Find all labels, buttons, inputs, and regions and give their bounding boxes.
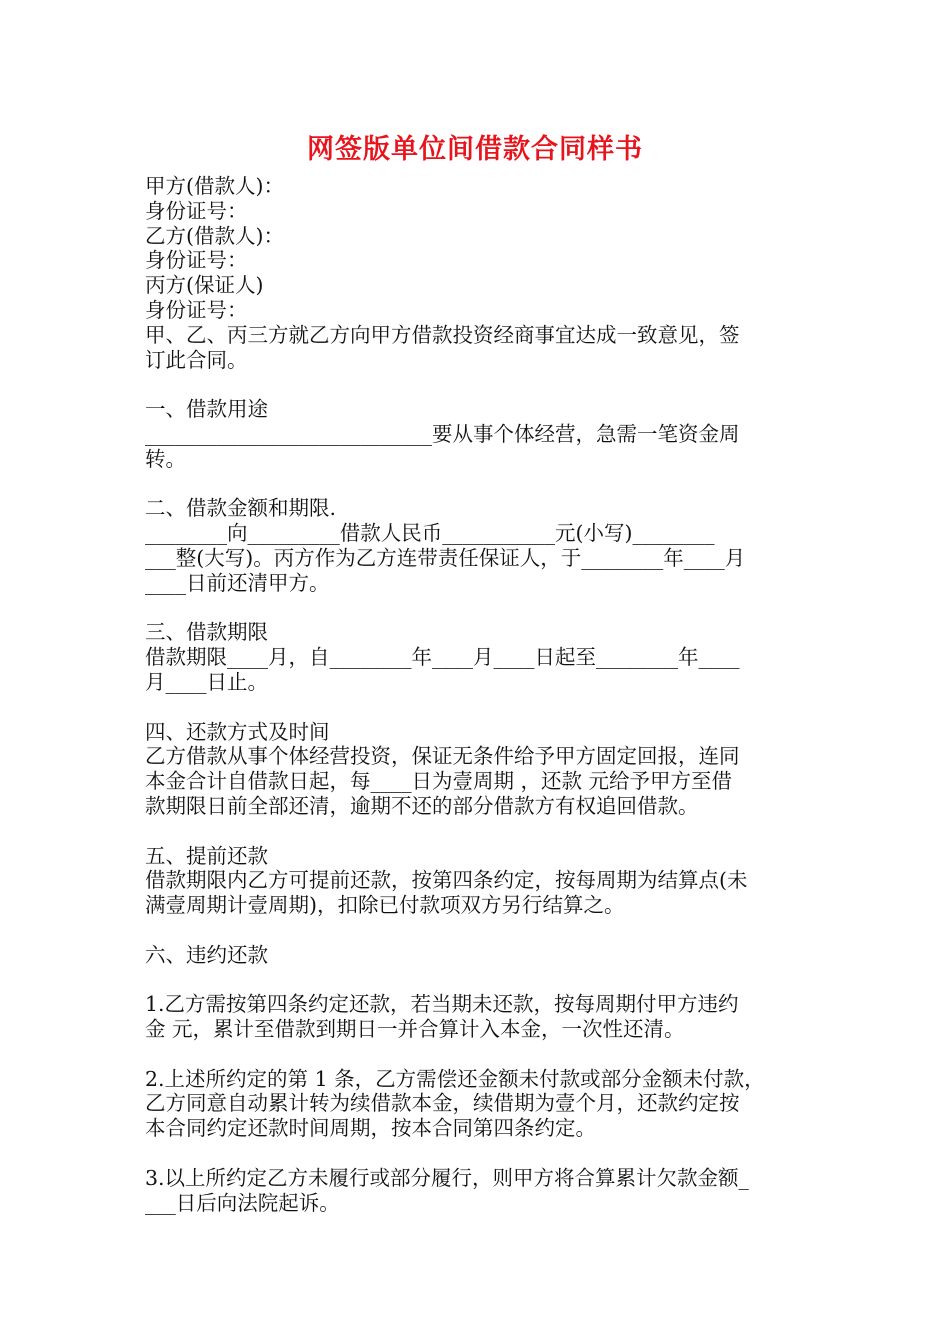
party-b-line: 乙方(借款人)： bbox=[145, 223, 284, 248]
paragraph-gap bbox=[145, 968, 810, 993]
party-a-line: 甲方(借款人)： bbox=[145, 174, 284, 198]
party-a-id-line: 身份证号： bbox=[145, 198, 248, 223]
document-body bbox=[145, 174, 810, 1215]
paragraph-gap bbox=[145, 472, 810, 497]
section-heading: 四、还款方式及时间 bbox=[145, 719, 330, 744]
paragraph-gap bbox=[145, 596, 810, 621]
clause-line: 金 元，累计至借款到期日一并合算计入本金，一次性还清。 bbox=[145, 1017, 685, 1042]
paragraph-gap bbox=[145, 1042, 810, 1067]
section-heading: 五、提前还款 bbox=[145, 843, 268, 868]
section-text-line: 借款期限内乙方可提前还款，按第四条约定，按每周期为结算点(未 bbox=[145, 868, 748, 893]
section-text-line: 乙方借款从事个体经营投资，保证无条件给予甲方固定回报，连同 bbox=[145, 744, 740, 769]
paragraph-gap bbox=[145, 819, 810, 844]
clause-line: 本合同约定还款时间周期，按本合同第四条约定。 bbox=[145, 1116, 596, 1141]
party-c-id-line: 身份证号： bbox=[145, 297, 248, 322]
clause-line: ___日后向法院起诉。 bbox=[145, 1190, 340, 1215]
section-text-line: 款期限日前全部还清，逾期不还的部分借款方有权追回借款。 bbox=[145, 793, 699, 818]
clause-line: 1.乙方需按第四条约定还款，若当期未还款，按每周期付甲方违约 bbox=[145, 992, 739, 1017]
clause-line: 2.上述所约定的第 1 条，乙方需偿还金额未付款或部分金额未付款， bbox=[145, 1066, 765, 1091]
section-text-line: ___整(大写)。丙方作为乙方连带责任保证人，于________年____月 bbox=[145, 545, 746, 570]
intro-line: 甲、乙、丙三方就乙方向甲方借款投资经商事宜达成一致意见，签 bbox=[145, 322, 740, 347]
section-text-line: 借款期限____月，自________年____月____日起至________年____ bbox=[145, 645, 740, 670]
paragraph-gap bbox=[145, 695, 810, 720]
paragraph-gap bbox=[145, 1141, 810, 1166]
section-text-line: 满壹周期计壹周期)，扣除已付款项双方另行结算之。 bbox=[145, 893, 625, 918]
clause-line: 3.以上所约定乙方未履行或部分履行，则甲方将合算累计欠款金额_ bbox=[145, 1165, 749, 1190]
section-text-line: 本金合计自借款日起，每____日为壹周期 ，还款 元给予甲方至借 bbox=[145, 769, 733, 794]
section-text-line: 月____日止。 bbox=[145, 669, 268, 694]
section-text-line: ________向_________借款人民币___________元(小写)________ bbox=[145, 521, 715, 546]
section-heading: 六、违约还款 bbox=[145, 942, 268, 967]
section-heading: 二、借款金额和期限. bbox=[145, 496, 337, 521]
section-text-line: ____日前还清甲方。 bbox=[145, 570, 330, 595]
section-heading: 三、借款期限 bbox=[145, 620, 268, 645]
section-text-line: 转。 bbox=[145, 446, 186, 471]
clause-line: 乙方同意自动累计转为续借款本金，续借期为壹个月，还款约定按 bbox=[145, 1091, 740, 1116]
paragraph-gap bbox=[145, 372, 810, 397]
section-heading: 一、借款用途 bbox=[145, 397, 268, 422]
paragraph-gap bbox=[145, 918, 810, 943]
intro-line: 订此合同。 bbox=[145, 347, 248, 372]
party-b-id-line: 身份证号： bbox=[145, 248, 248, 273]
section-text-line: ____________________________要从事个体经营，急需一笔资金周 bbox=[145, 421, 740, 446]
party-c-line: 丙方(保证人) bbox=[145, 273, 264, 298]
document-title: 网签版单位间借款合同样书 bbox=[307, 134, 643, 165]
